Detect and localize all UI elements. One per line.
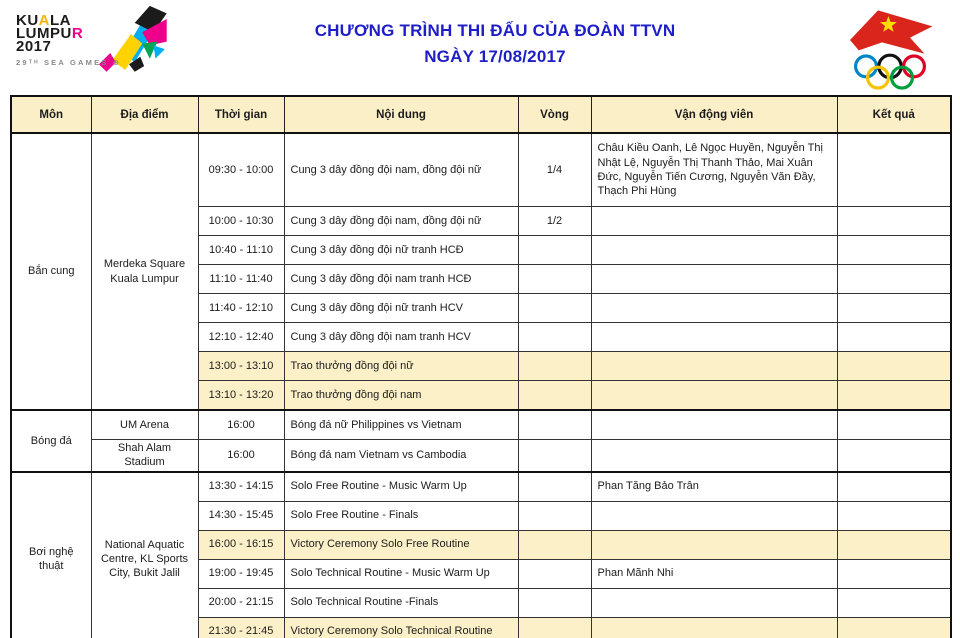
cell-sport: Bơi nghệ thuật [11, 472, 91, 638]
cell-time: 13:10 - 13:20 [198, 381, 284, 411]
cell-event: Cung 3 dây đồng đội nữ tranh HCV [284, 294, 518, 323]
cell-event: Trao thưởng đồng đội nam [284, 381, 518, 411]
cell-event: Cung 3 dây đồng đội nữ tranh HCĐ [284, 236, 518, 265]
cell-round [518, 617, 591, 638]
cell-time: 16:00 [198, 410, 284, 440]
kl2017-year: 2017 [16, 38, 52, 55]
cell-round [518, 530, 591, 559]
cell-sport: Bắn cung [11, 133, 91, 410]
cell-round [518, 440, 591, 472]
cell-time: 13:00 - 13:10 [198, 352, 284, 381]
cell-event: Victory Ceremony Solo Free Routine [284, 530, 518, 559]
vietnam-flag-icon [850, 10, 932, 53]
table-row [11, 410, 951, 440]
cell-event: Trao thưởng đồng đội nữ [284, 352, 518, 381]
cell-round [518, 323, 591, 352]
table-row [11, 440, 951, 472]
header-sport: Môn [11, 96, 91, 133]
cell-athletes: Phan Mãnh Nhi [591, 559, 837, 588]
cell-athletes: Châu Kiều Oanh, Lê Ngọc Huyền, Nguyễn Thị Nhật Lệ, Nguyễn Thị Thanh Thảo, Mai Xuân Đức, Nguyễn Tiến Cương, Nguyễn Văn Đầy, Thạch Phi Hùng [591, 133, 837, 207]
cell-round [518, 472, 591, 502]
cell-result [837, 265, 951, 294]
cell-round [518, 236, 591, 265]
cell-athletes [591, 617, 837, 638]
voc-logo [836, 4, 944, 97]
cell-event: Cung 3 dây đồng đội nam, đồng đội nữ [284, 133, 518, 207]
cell-sport: Bóng đá [11, 410, 91, 472]
kl2017-wordmark [16, 14, 121, 69]
cell-result [837, 133, 951, 207]
cell-athletes [591, 588, 837, 617]
header-venue: Địa điểm [91, 96, 198, 133]
cell-result [837, 352, 951, 381]
cell-athletes [591, 381, 837, 411]
header-athletes: Vận động viên [591, 96, 837, 133]
cell-time: 11:40 - 12:10 [198, 294, 284, 323]
cell-time: 09:30 - 10:00 [198, 133, 284, 207]
cell-event: Solo Free Routine - Finals [284, 501, 518, 530]
table-row [11, 133, 951, 207]
olympic-rings-icon [856, 55, 925, 88]
cell-round: 1/4 [518, 133, 591, 207]
cell-round [518, 352, 591, 381]
cell-event: Solo Free Routine - Music Warm Up [284, 472, 518, 502]
cell-result [837, 472, 951, 502]
kl2017-word-kuala: KUALA [16, 12, 72, 29]
header-result: Kết quả [837, 96, 951, 133]
cell-event: Bóng đá nữ Philippines vs Vietnam [284, 410, 518, 440]
cell-venue: National Aquatic Centre, KL Sports City, Bukit Jalil [91, 472, 198, 638]
cell-time: 12:10 - 12:40 [198, 323, 284, 352]
cell-result [837, 323, 951, 352]
cell-event: Victory Ceremony Solo Technical Routine [284, 617, 518, 638]
cell-athletes [591, 530, 837, 559]
cell-venue: Shah Alam Stadium [91, 440, 198, 472]
cell-result [837, 410, 951, 440]
cell-venue: Merdeka Square Kuala Lumpur [91, 133, 198, 410]
header-round: Vòng [518, 96, 591, 133]
cell-event: Cung 3 dây đồng đội nam tranh HCV [284, 323, 518, 352]
cell-result [837, 501, 951, 530]
cell-time: 16:00 - 16:15 [198, 530, 284, 559]
cell-time: 14:30 - 15:45 [198, 501, 284, 530]
cell-athletes [591, 440, 837, 472]
cell-athletes [591, 410, 837, 440]
header-row [11, 96, 951, 133]
cell-athletes [591, 501, 837, 530]
cell-event: Solo Technical Routine -Finals [284, 588, 518, 617]
cell-result [837, 440, 951, 472]
cell-athletes [591, 294, 837, 323]
cell-time: 20:00 - 21:15 [198, 588, 284, 617]
page-title-line1: CHƯƠNG TRÌNH THI ĐẤU CỦA ĐOÀN TTVN [314, 21, 676, 40]
cell-athletes [591, 352, 837, 381]
kl2017-word-lumpur: LUMPUR [16, 25, 84, 42]
table-row [11, 472, 951, 502]
cell-result [837, 294, 951, 323]
cell-athletes [591, 236, 837, 265]
page-title [170, 18, 820, 70]
vietnam-flag-olympic-rings-icon [836, 4, 944, 92]
cell-round [518, 501, 591, 530]
cell-result [837, 207, 951, 236]
cell-event: Bóng đá nam Vietnam vs Cambodia [284, 440, 518, 472]
cell-round [518, 588, 591, 617]
cell-result [837, 236, 951, 265]
cell-time: 10:00 - 10:30 [198, 207, 284, 236]
schedule-table [10, 95, 952, 638]
cell-round: 1/2 [518, 207, 591, 236]
cell-event: Cung 3 dây đồng đội nam tranh HCĐ [284, 265, 518, 294]
cell-round [518, 265, 591, 294]
cell-athletes [591, 265, 837, 294]
cell-result [837, 617, 951, 638]
cell-time: 11:10 - 11:40 [198, 265, 284, 294]
cell-round [518, 381, 591, 411]
cell-result [837, 559, 951, 588]
cell-time: 19:00 - 19:45 [198, 559, 284, 588]
cell-round [518, 410, 591, 440]
cell-time: 21:30 - 21:45 [198, 617, 284, 638]
cell-athletes [591, 207, 837, 236]
cell-round [518, 294, 591, 323]
header-time: Thời gian [198, 96, 284, 133]
cell-result [837, 530, 951, 559]
cell-result [837, 381, 951, 411]
kl2017-logo [14, 6, 184, 86]
cell-athletes [591, 323, 837, 352]
header-event: Nội dung [284, 96, 518, 133]
cell-athletes: Phan Tăng Bảo Trân [591, 472, 837, 502]
cell-event: Solo Technical Routine - Music Warm Up [284, 559, 518, 588]
cell-time: 13:30 - 14:15 [198, 472, 284, 502]
cell-round [518, 559, 591, 588]
cell-event: Cung 3 dây đồng đội nam, đồng đội nữ [284, 207, 518, 236]
kl2017-subtitle: 29ᵀᴴ SEA GAMES ⊕ [16, 58, 122, 67]
cell-time: 16:00 [198, 440, 284, 472]
cell-time: 10:40 - 11:10 [198, 236, 284, 265]
cell-venue: UM Arena [91, 410, 198, 440]
cell-result [837, 588, 951, 617]
page-title-line2: NGÀY 17/08/2017 [424, 47, 566, 66]
